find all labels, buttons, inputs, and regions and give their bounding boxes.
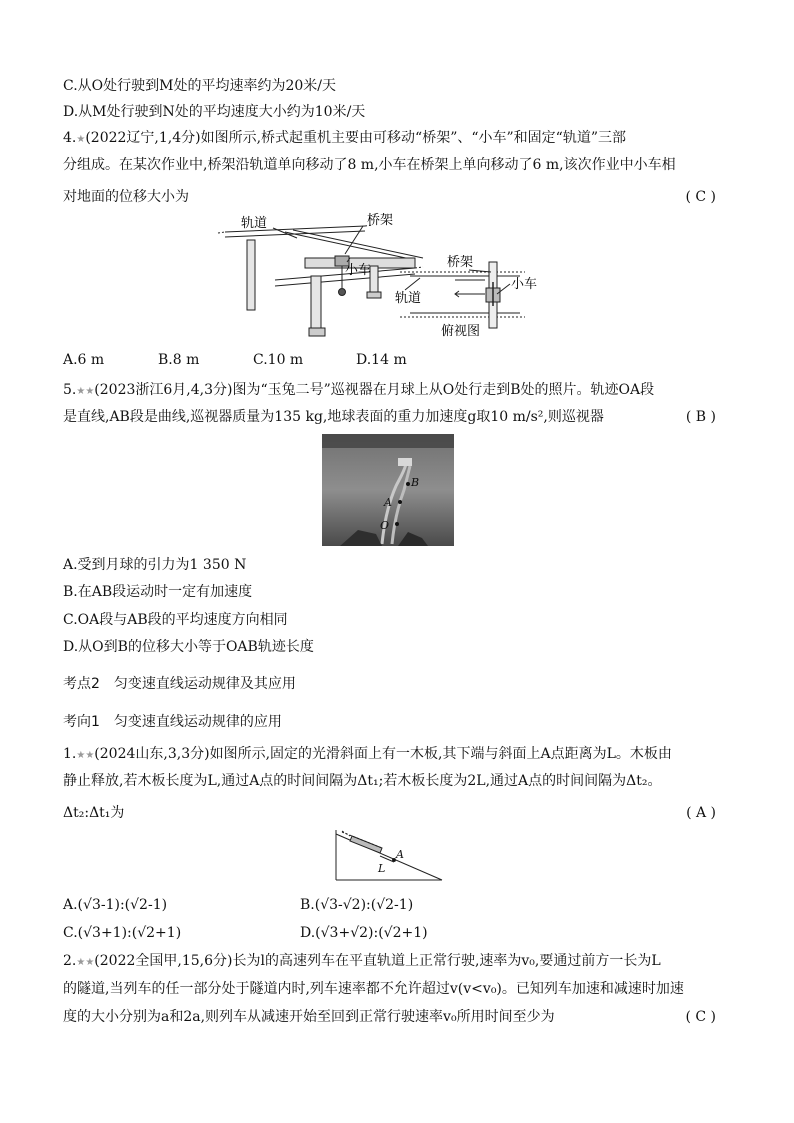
difficulty-star-icon: ★★ [76,957,95,968]
q1-number: 1. [63,746,77,762]
label-qiaojia-topview: 桥架 [447,255,474,270]
incline-label-l: L [378,862,386,875]
q4-line3: 对地面的位移大小为 [63,189,189,205]
q5-option-a: A.受到月球的引力为1 350 N [63,557,247,573]
q2-text-1: (2022全国甲,15,6分)长为l的高速列车在平直轨道上正常行驶,速率为v₀,要通过前方一长为L [94,953,661,969]
q4-option-a: A.6 m [63,352,105,368]
option-c-text: C.从O处行驶到M处的平均速率约为20米/天 [63,78,337,94]
q1-line3: Δt₂:Δt₁为 [63,805,125,821]
bridge-crane-figure [215,210,545,345]
q5-option-c: C.OA段与AB段的平均速度方向相同 [63,612,288,628]
q1-text-1: (2024山东,3,3分)如图所示,固定的光滑斜面上有一木板,其下端与斜面上A点距离为L。木板由 [94,746,672,762]
q1-line2: 静止释放,若木板长度为L,通过A点的时间间隔为Δt₁;若木板长度为2L,通过A点的时间间隔为Δt₂。 [63,773,662,789]
q5-answer: ( B ) [685,409,716,425]
q4-line1 [63,129,626,149]
label-guidao: 轨道 [241,216,268,231]
option-d-text: D.从M处行驶到N处的平均速度大小约为10米/天 [63,104,366,120]
label-fushitu: 俯视图 [441,324,481,339]
q2-line3: 度的大小分别为a和2a,则列车从减速开始至回到正常行驶速率v₀所用时间至少为 [63,1009,555,1025]
section-kaodian: 考点2 匀变速直线运动规律及其应用 [63,676,296,692]
q5-line1 [63,381,654,401]
q5-line2: 是直线,AB段是曲线,巡视器质量为135 kg,地球表面的重力加速度g取10 m/s²,则巡视器 [63,409,604,425]
q1-option-a: A.(√3-1):(√2-1) [63,897,168,913]
label-xiaoche: 小车 [345,263,372,278]
section-kaoxiang: 考向1 匀变速直线运动规律的应用 [63,714,282,730]
difficulty-star-icon: ★★ [76,386,95,397]
lunar-rover-photo [322,434,454,546]
q2-answer: ( C ) [685,1009,716,1025]
q2-line2: 的隧道,当列车的任一部分处于隧道内时,列车速率都不允许超过v(v<v₀)。已知列车加速和减速时加速 [63,981,684,997]
difficulty-star-icon: ★ [76,134,86,145]
q2-line1 [63,952,661,972]
q4-answer: ( C ) [685,189,716,205]
q1-option-d: D.(√3+√2):(√2+1) [300,925,428,941]
q5-option-b: B.在AB段运动时一定有加速度 [63,584,253,600]
q4-line2: 分组成。在某次作业中,桥架沿轨道单向移动了8 m,小车在桥架上单向移动了6 m,该次作业中小车相 [63,157,676,173]
label-qiaojia: 桥架 [367,213,394,228]
q4-number: 4. [63,130,77,146]
q1-answer: ( A ) [686,805,716,821]
q4-option-b: B.8 m [158,352,200,368]
q1-option-c: C.(√3+1):(√2+1) [63,925,182,941]
q5-text-1: (2023浙江6月,4,3分)图为“玉兔二号”巡视器在月球上从O处行走到B处的照片。轨迹OA段 [94,382,655,398]
q1-line1 [63,745,672,765]
q5-number: 5. [63,382,77,398]
difficulty-star-icon: ★★ [76,750,95,761]
incline-figure [334,828,446,884]
photo-label-b: B [411,476,420,489]
incline-label-a: A [396,848,404,861]
q1-option-b: B.(√3-√2):(√2-1) [300,897,414,913]
q2-number: 2. [63,953,77,969]
photo-label-a: A [384,496,392,509]
label-xiaoche-topview: 小车 [511,277,538,292]
q4-option-c: C.10 m [253,352,304,368]
photo-label-o: O [380,519,390,532]
q5-option-d: D.从O到B的位移大小等于OAB轨迹长度 [63,639,314,655]
label-guidao-topview: 轨道 [395,291,422,306]
q4-option-d: D.14 m [356,352,407,368]
q4-text-1: (2022辽宁,1,4分)如图所示,桥式起重机主要由可移动“桥架”、“小车”和固定“轨道”三部 [85,130,626,146]
